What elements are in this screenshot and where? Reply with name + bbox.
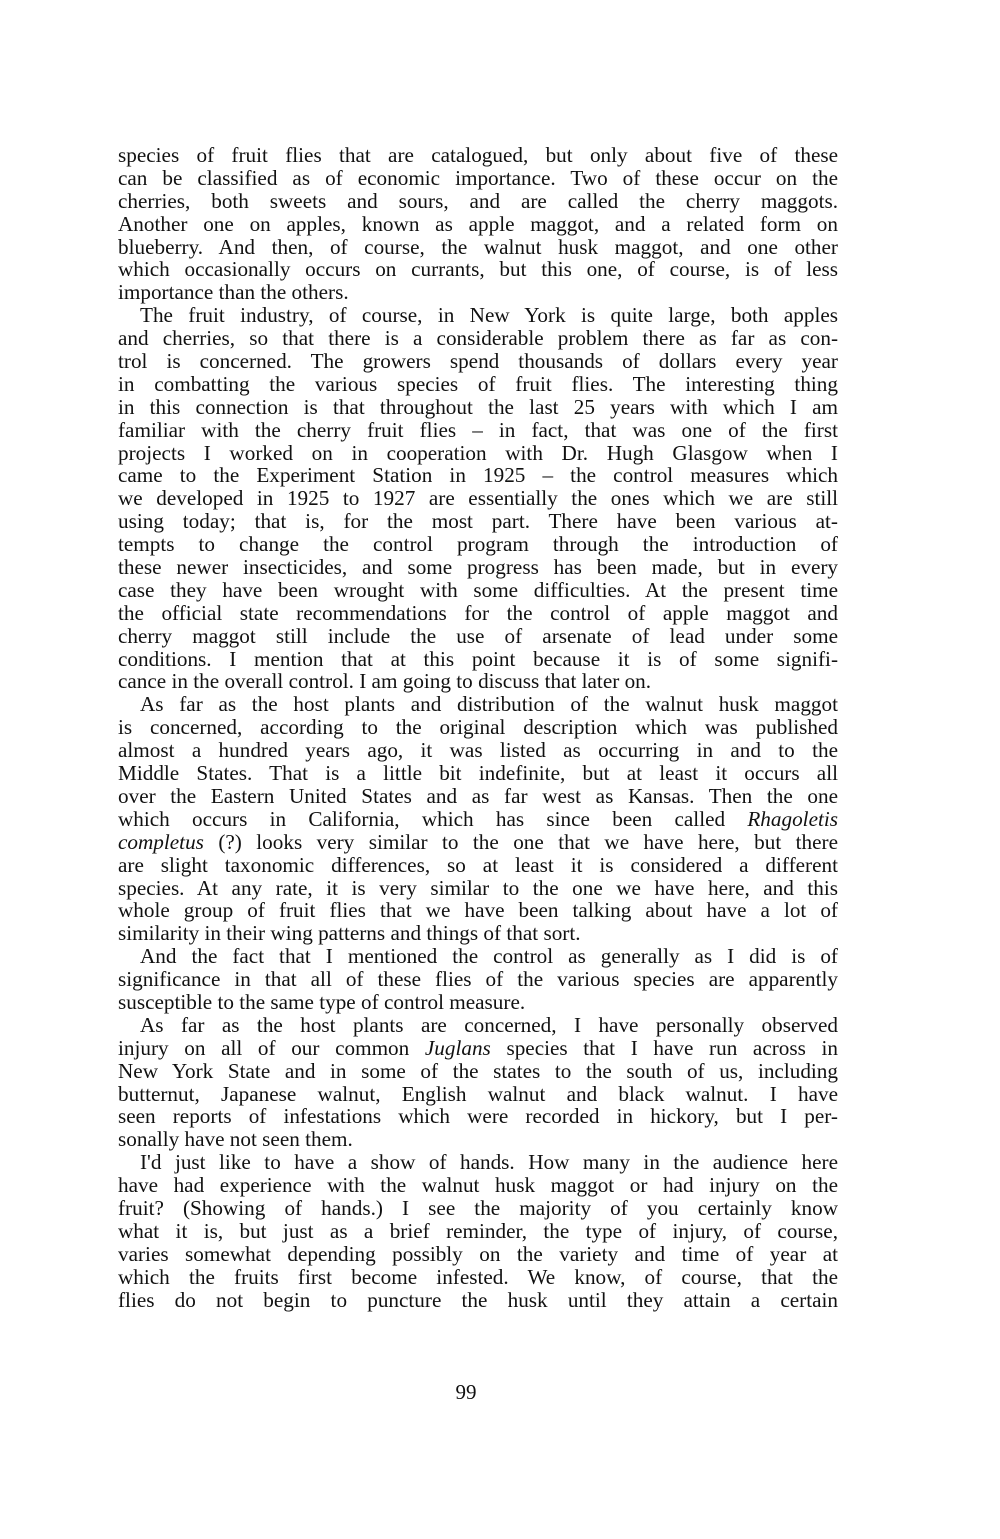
text-line: which the fruits first become infested. We know, of course, that the (118, 1264, 838, 1289)
paragraph (118, 1014, 838, 1151)
text-line: fruit? (Showing of hands.) I see the majority of you certainly know (118, 1195, 838, 1220)
text-line (118, 831, 838, 854)
text-line: we developed in 1925 to 1927 are essentially the ones which we are still (118, 486, 838, 511)
text-line: in this connection is that throughout the last 25 years with which I am (118, 394, 838, 419)
text-line: which occasionally occurs on currants, but this one, of course, is of less (118, 257, 838, 282)
page-number: 99 (455, 1380, 477, 1404)
text-segment: species that I have run across in (490, 1035, 838, 1060)
text-line: these newer insecticides, and some progress has been made, but in every (118, 555, 838, 580)
text-line: sonally have not seen them. (118, 1127, 353, 1152)
paragraph (118, 693, 838, 945)
text-line: susceptible to the same type of control measure. (118, 989, 526, 1014)
paragraph (118, 1151, 838, 1311)
text-line: came to the Experiment Station in 1925 – the control measures which (118, 463, 838, 488)
text-line: conditions. I mention that at this point because it is of some signifi- (118, 646, 838, 671)
text-line: is concerned, according to the original description which was published (118, 715, 838, 740)
text-line: have had experience with the walnut husk maggot or had injury on the (118, 1173, 838, 1198)
text-line: over the Eastern United States and as far west as Kansas. Then the one (118, 783, 838, 808)
text-line: trol is concerned. The growers spend thousands of dollars every year (118, 349, 838, 374)
text-line: and cherries, so that there is a considerable problem there as far as con- (118, 326, 838, 351)
text-line: familiar with the cherry fruit flies – in fact, that was one of the first (118, 417, 838, 442)
text-line: New York State and in some of the states to the south of us, including (118, 1058, 838, 1083)
text-line: And the fact that I mentioned the control as generally as I did is of (140, 944, 838, 969)
text-line: varies somewhat depending possibly on the variety and time of year at (118, 1241, 838, 1266)
text-line: significance in that all of these flies of the various species are apparently (118, 967, 838, 992)
text-line: similarity in their wing patterns and things of that sort. (118, 921, 581, 946)
paragraph (118, 304, 838, 693)
text-line: the official state recommendations for the control of apple maggot and (118, 600, 838, 625)
text-line: in combatting the various species of fruit flies. The interesting thing (118, 371, 838, 396)
text-line: Another one on apples, known as apple maggot, and a related form on (118, 211, 838, 236)
text-line: species of fruit flies that are catalogued, but only about five of these (118, 143, 838, 167)
text-line: case they have been wrought with some difficulties. At the present time (118, 577, 838, 602)
text-line (118, 1037, 838, 1060)
text-line: The fruit industry, of course, in New York is quite large, both apples (140, 303, 838, 328)
text-line: cherry maggot still include the use of arsenate of lead under some (118, 623, 838, 648)
paragraph (118, 945, 838, 1014)
text-line: almost a hundred years ago, it was listed as occurring in and to the (118, 738, 838, 763)
text-segment: (?) looks very similar to the one that we have here, but there (203, 829, 838, 854)
text-line: cherries, both sweets and sours, and are called the cherry maggots. (118, 188, 838, 213)
text-line: flies do not begin to puncture the husk until they attain a certain (118, 1287, 838, 1312)
text-line: blueberry. And then, of course, the walnut husk maggot, and one other (118, 234, 838, 259)
text-line: I'd just like to have a show of hands. How many in the audience here (140, 1150, 838, 1175)
text-line: importance than the others. (118, 280, 349, 305)
text-line: species. At any rate, it is very similar to the one we have here, and this (118, 875, 838, 900)
text-line: butternut, Japanese walnut, English walnut and black walnut. I have (118, 1081, 838, 1106)
text-line: are slight taxonomic differences, so at least it is considered a different (118, 852, 838, 877)
text-line: whole group of fruit flies that we have been talking about have a lot of (118, 898, 838, 923)
text-line: seen reports of infestations which were recorded in hickory, but I per- (118, 1104, 838, 1129)
text-line: what it is, but just as a brief reminder, the type of injury, of course, (118, 1218, 838, 1243)
italic-term: Juglans (424, 1035, 491, 1060)
text-line: Middle States. That is a little bit indefinite, but at least it occurs all (118, 761, 838, 786)
italic-term: Rhagoletis (747, 806, 838, 831)
text-line: cance in the overall control. I am going to discuss that later on. (118, 669, 652, 694)
text-line (118, 808, 838, 831)
text-line: projects I worked on in cooperation with Dr. Hugh Glasgow when I (118, 440, 838, 465)
body-text (118, 144, 838, 1311)
text-segment: injury on all of our common (118, 1035, 425, 1060)
text-line: tempts to change the control program through the introduction of (118, 532, 838, 557)
text-line: using today; that is, for the most part. There have been various at- (118, 509, 838, 534)
paragraph (118, 144, 838, 304)
italic-term: completus (118, 829, 204, 854)
text-line: As far as the host plants and distribution of the walnut husk maggot (140, 692, 838, 717)
text-segment: which occurs in California, which has since been called (118, 806, 748, 831)
text-line: As far as the host plants are concerned, I have personally observed (140, 1012, 838, 1037)
text-line: can be classified as of economic importance. Two of these occur on the (118, 165, 838, 190)
